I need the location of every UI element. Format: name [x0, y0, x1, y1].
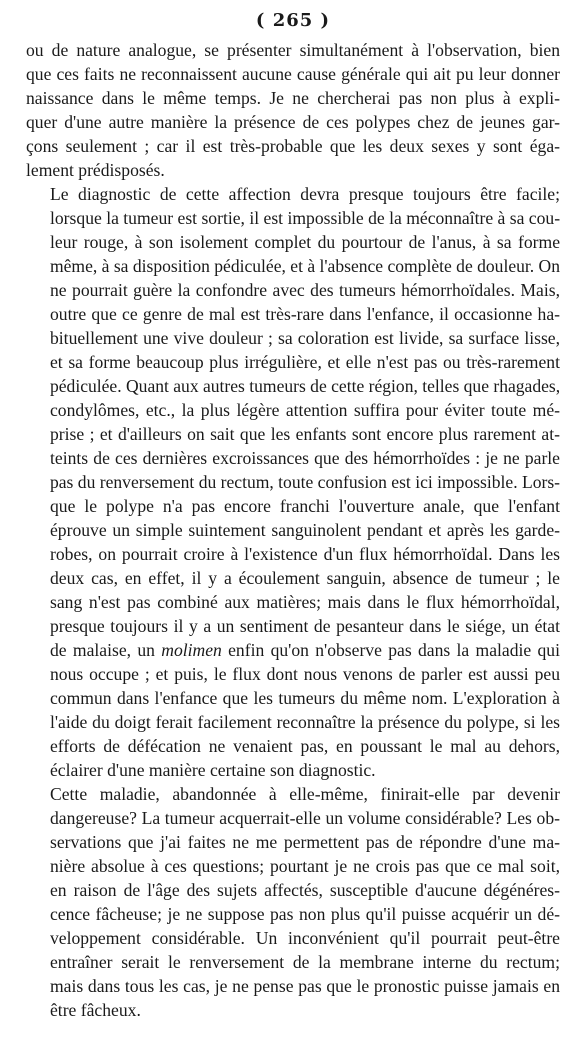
text-line: sang n'est pas combiné aux matières; mais dans le flux hémorrhoïdal,: [50, 592, 560, 612]
text-line: en raison de l'âge des sujets affectés, susceptible d'aucune dégénéres-: [50, 880, 560, 900]
text-line: cence fâcheuse; je ne suppose pas non plus qu'il puisse acquérir un dé-: [50, 904, 560, 924]
text-line: ou de nature analogue, se présenter simultanément à l'observation, bien: [26, 40, 560, 60]
paragraph: [26, 782, 560, 1022]
text-line: pas du renversement du rectum, toute confusion est ici impossible. Lors-: [50, 472, 560, 492]
text-line: Le diagnostic de cette affection devra presque toujours être facile;: [50, 184, 560, 204]
text-line: même, à sa disposition pédiculée, et à l'absence complète de douleur. On: [50, 256, 560, 276]
text-line: éprouve un simple suintement sanguinolent pendant et après les garde-: [50, 520, 560, 540]
text-line: entraîner serait le renversement de la membrane interne du rectum;: [50, 952, 560, 972]
text-line: que ces faits ne reconnaissent aucune cause générale qui ait pu leur donner: [26, 64, 560, 84]
text-line: dangereuse? La tumeur acquerrait-elle un volume considérable? Les ob-: [50, 808, 560, 828]
paragraph: [26, 38, 560, 182]
text-line: bituellement une vive douleur ; sa coloration est livide, sa surface lisse,: [50, 328, 560, 348]
text-line: çons seulement ; car il est très-probable que les deux sexes y sont éga-: [26, 136, 560, 156]
text-line: robes, on pourrait croire à l'existence d'un flux hémorrhoïdal. Dans les: [50, 544, 560, 564]
text-line: leur rouge, à son isolement complet du pourtour de l'anus, à sa forme: [50, 232, 560, 252]
text-line: nière absolue à ces questions; pourtant je ne crois pas que ce mal soit,: [50, 856, 560, 876]
text-line: pédiculée. Quant aux autres tumeurs de cette région, telles que rhagades,: [50, 376, 561, 396]
text-line: efforts de défécation ne venaient pas, en poussant le mal au dehors,: [50, 736, 560, 756]
text-line: être fâcheux.: [50, 1000, 141, 1020]
text-line: servations que j'ai faites ne me permettent pas de répondre d'une ma-: [50, 832, 560, 852]
page-number: ( 265 ): [255, 10, 331, 31]
text-line: que le polype n'a pas encore franchi l'ouverture anale, que l'enfant: [50, 496, 560, 516]
text-line: teints de ces dernières excroissances que des hémorrhoïdes : je ne parle: [50, 448, 560, 468]
body-text: [26, 38, 560, 1022]
text-line: presque toujours il y a un sentiment de pesanteur dans le siége, un état: [50, 616, 560, 636]
text-line: mais dans tous les cas, je ne pense pas que le pronostic puisse jamais en: [50, 976, 560, 996]
text-line: Cette maladie, abandonnée à elle-même, finirait-elle par devenir: [50, 784, 560, 804]
text-line: nous occupe ; et puis, le flux dont nous venons de parler est aussi peu: [50, 664, 560, 684]
text-line: de malaise, un molimen enfin qu'on n'observe pas dans la maladie qui: [50, 640, 560, 660]
text-line: lorsque la tumeur est sortie, il est impossible de la méconnaître à sa cou-: [50, 208, 561, 228]
text-line: naissance dans le même temps. Je ne chercherai pas non plus à expli-: [26, 88, 560, 108]
text-line: veloppement considérable. Un inconvénient qu'il pourrait peut-être: [50, 928, 560, 948]
text-line: et sa forme beaucoup plus irrégulière, et elle n'est pas ou très-rarement: [50, 352, 560, 372]
text-line: prise ; et d'ailleurs on sait que les enfants sont encore plus rarement at-: [50, 424, 560, 444]
text-line: commun dans l'enfance que les tumeurs du même nom. L'exploration à: [50, 688, 560, 708]
text-line: quer d'une autre manière la présence de ces polypes chez de jeunes gar-: [26, 112, 560, 132]
text-line: outre que ce genre de mal est très-rare dans l'enfance, il occasionne ha-: [50, 304, 560, 324]
paragraph: [26, 182, 560, 782]
text-line: ne pourrait guère la confondre avec des tumeurs hémorrhoïdales. Mais,: [50, 280, 560, 300]
text-line: l'aide du doigt ferait facilement reconnaître la présence du polype, si les: [50, 712, 560, 732]
text-line: éclairer d'une manière certaine son diagnostic.: [50, 760, 376, 780]
text-line: deux cas, en effet, il y a écoulement sanguin, absence de tumeur ; le: [50, 568, 560, 588]
text-line: lement prédisposés.: [26, 160, 165, 180]
text-line: condylômes, etc., la plus légère attention suffira pour éviter toute mé-: [50, 400, 560, 420]
